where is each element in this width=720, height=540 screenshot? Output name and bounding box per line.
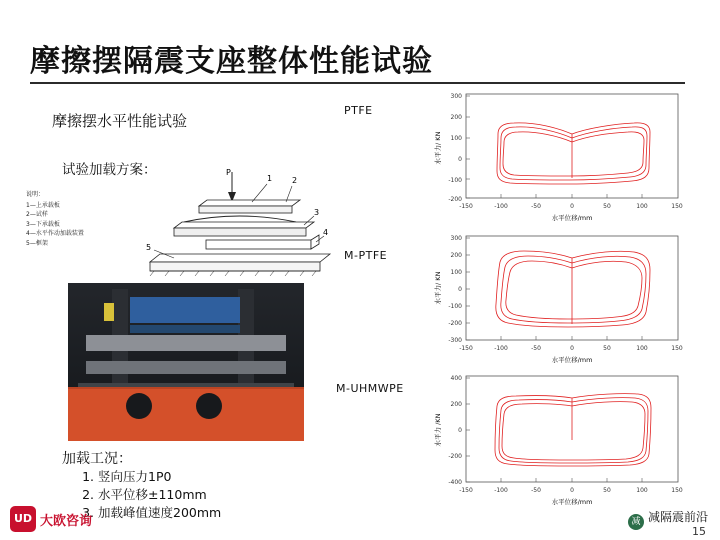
svg-text:400: 400 (450, 375, 462, 382)
svg-text:水平位移/mm: 水平位移/mm (551, 356, 593, 364)
brand-logo (10, 506, 120, 532)
svg-text:水平力/ KN: 水平力/ KN (434, 131, 442, 165)
svg-text:100: 100 (636, 487, 648, 494)
photo-lower-plate (86, 361, 286, 374)
list-item: 1. 竖向压力1P0 (98, 468, 221, 486)
legend-item: 3—下承载板 (26, 220, 60, 228)
svg-text:0: 0 (458, 286, 462, 293)
svg-text:-300: -300 (448, 337, 462, 344)
photo-bolt-left (126, 393, 152, 419)
legend-item: 1—上承载板 (26, 201, 60, 209)
svg-text:50: 50 (603, 203, 611, 210)
svg-text:100: 100 (450, 269, 462, 276)
svg-text:-100: -100 (494, 345, 508, 352)
callout-4: 4 (323, 228, 329, 237)
photo-bolt-right (196, 393, 222, 419)
svg-text:-150: -150 (459, 487, 473, 494)
svg-text:-150: -150 (459, 345, 473, 352)
callout-2: 2 (292, 176, 298, 185)
list-item: 2. 水平位移±110mm (98, 486, 221, 504)
svg-text:150: 150 (671, 203, 683, 210)
page-title-wrap (30, 36, 690, 80)
svg-text:-100: -100 (494, 203, 508, 210)
chart-ptfe (418, 86, 708, 226)
svg-text:100: 100 (636, 345, 648, 352)
title-divider (30, 82, 685, 84)
svg-text:-200: -200 (448, 453, 462, 460)
test-setup-schematic (24, 170, 334, 280)
svg-text:-150: -150 (459, 203, 473, 210)
photo-blue-actuator (130, 297, 240, 323)
section-subhead: 摩擦摆水平性能试验 (52, 112, 188, 130)
svg-text:100: 100 (636, 203, 648, 210)
svg-text:水平力 /KN: 水平力 /KN (434, 413, 442, 447)
callout-3: 3 (314, 208, 320, 217)
svg-text:-50: -50 (531, 345, 541, 352)
photo-yellow-fitting (104, 303, 114, 321)
svg-text:-400: -400 (448, 479, 462, 486)
page-number: 15 (692, 525, 706, 538)
svg-text:200: 200 (450, 401, 462, 408)
svg-text:300: 300 (450, 235, 462, 242)
svg-text:水平位移/mm: 水平位移/mm (551, 498, 593, 506)
legend-item: 5—框架 (26, 239, 48, 247)
chart-label-mptfe: M-PTFE (344, 249, 388, 262)
svg-text:水平力/ KN: 水平力/ KN (434, 271, 442, 305)
svg-text:-100: -100 (448, 303, 462, 310)
svg-text:0: 0 (458, 156, 462, 163)
svg-text:150: 150 (671, 487, 683, 494)
conditions-title: 加载工况： (62, 451, 132, 467)
legend-item: 4—水平作动加载装置 (26, 230, 84, 237)
svg-text:150: 150 (671, 345, 683, 352)
logo-text: 大欧咨询 (40, 514, 93, 529)
svg-text:-50: -50 (531, 487, 541, 494)
svg-text:0: 0 (570, 203, 574, 210)
svg-text:-200: -200 (448, 196, 462, 203)
watermark-text: 减隔震前沿 (647, 510, 708, 524)
chart-muhmwpe (418, 368, 708, 512)
legend-title: 说明： (26, 191, 45, 198)
svg-text:200: 200 (450, 252, 462, 259)
svg-text:0: 0 (570, 345, 574, 352)
legend-item: 2—试样 (26, 211, 48, 218)
callout-P: P (226, 168, 231, 177)
photo-upper-plate (86, 335, 286, 351)
test-rig-photo (68, 283, 304, 441)
chart-label-ptfe: PTFE (344, 104, 373, 117)
chart-label-muhmwpe: M-UHMWPE (336, 382, 404, 395)
svg-text:0: 0 (458, 427, 462, 434)
svg-text:0: 0 (570, 487, 574, 494)
svg-text:-100: -100 (494, 487, 508, 494)
svg-text:50: 50 (603, 345, 611, 352)
svg-text:300: 300 (450, 93, 462, 100)
watermark-icon: 减 (628, 514, 644, 530)
chart-mptfe (418, 228, 708, 368)
scheme-label: 试验加载方案： (62, 162, 157, 178)
svg-text:水平位移/mm: 水平位移/mm (551, 214, 593, 222)
logo-mark: UD (10, 506, 36, 532)
svg-text:-50: -50 (531, 203, 541, 210)
svg-text:50: 50 (603, 487, 611, 494)
callout-5: 5 (146, 243, 152, 252)
svg-text:200: 200 (450, 114, 462, 121)
page-title: 摩擦摆隔震支座整体性能试验 (30, 44, 433, 79)
svg-text:100: 100 (450, 135, 462, 142)
svg-text:-200: -200 (448, 320, 462, 327)
photo-orange-base (68, 389, 304, 441)
svg-text:-100: -100 (448, 177, 462, 184)
callout-1: 1 (267, 174, 273, 183)
list-item: 3. 加载峰值速度200mm (98, 504, 221, 522)
photo-blue-actuator-shadow (130, 325, 240, 333)
